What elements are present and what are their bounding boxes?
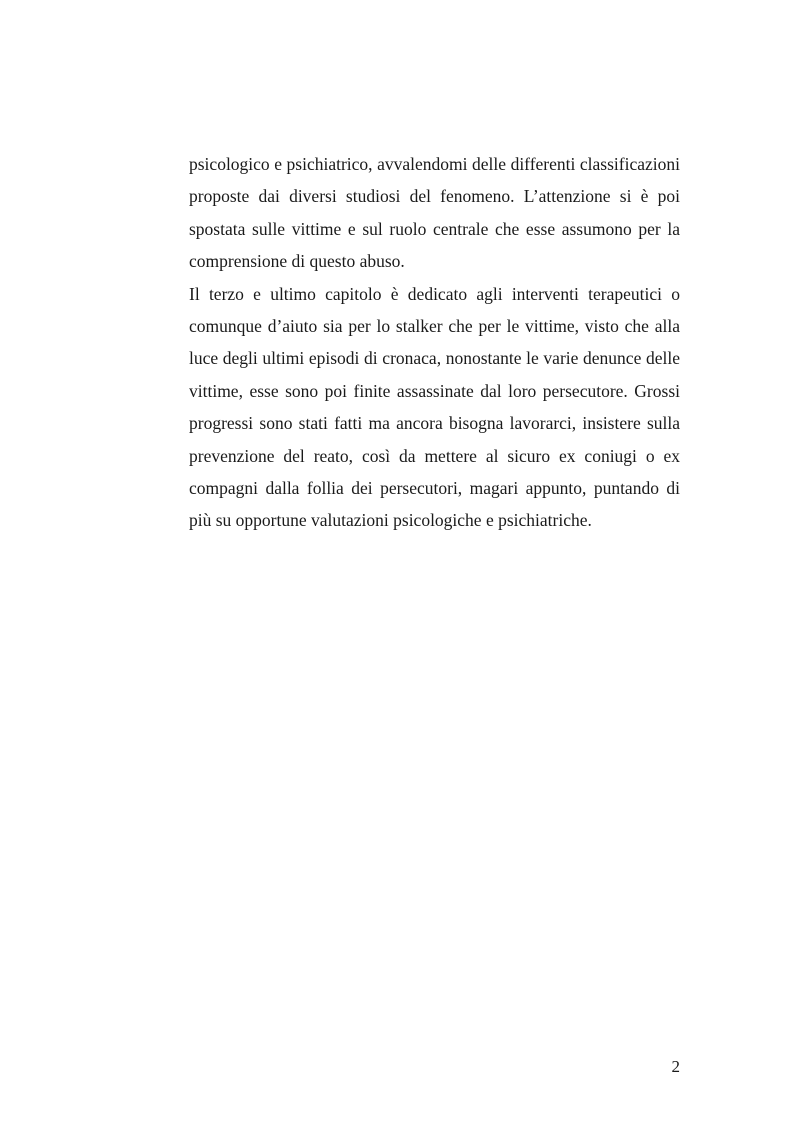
page-number: 2 [671,1057,680,1076]
body-text [189,148,680,537]
paragraph-2: Il terzo e ultimo capitolo è dedicato agli interventi terapeutici o comunque d’aiuto sia per lo stalker che per le vittime, visto che alla luce degli ultimi episodi di cronaca, nonostante le varie denunce delle vittime, esse sono poi finite assassinate dal loro persecutore. Grossi progressi sono stati fatti ma ancora bisogna lavorarci, insistere sulla prevenzione del reato, così da mettere al sicuro ex coniugi o ex compagni dalla follia dei persecutori, magari appunto, puntando di più su opportune valutazioni psicologiche e psichiatriche. [189,283,680,531]
paragraph-1: psicologico e psichiatrico, avvalendomi delle differenti classificazioni proposte dai diversi studiosi del fenomeno. L’attenzione si è poi spostata sulle vittime e sul ruolo centrale che esse assumono per la comprensione di questo abuso. [189,154,680,272]
